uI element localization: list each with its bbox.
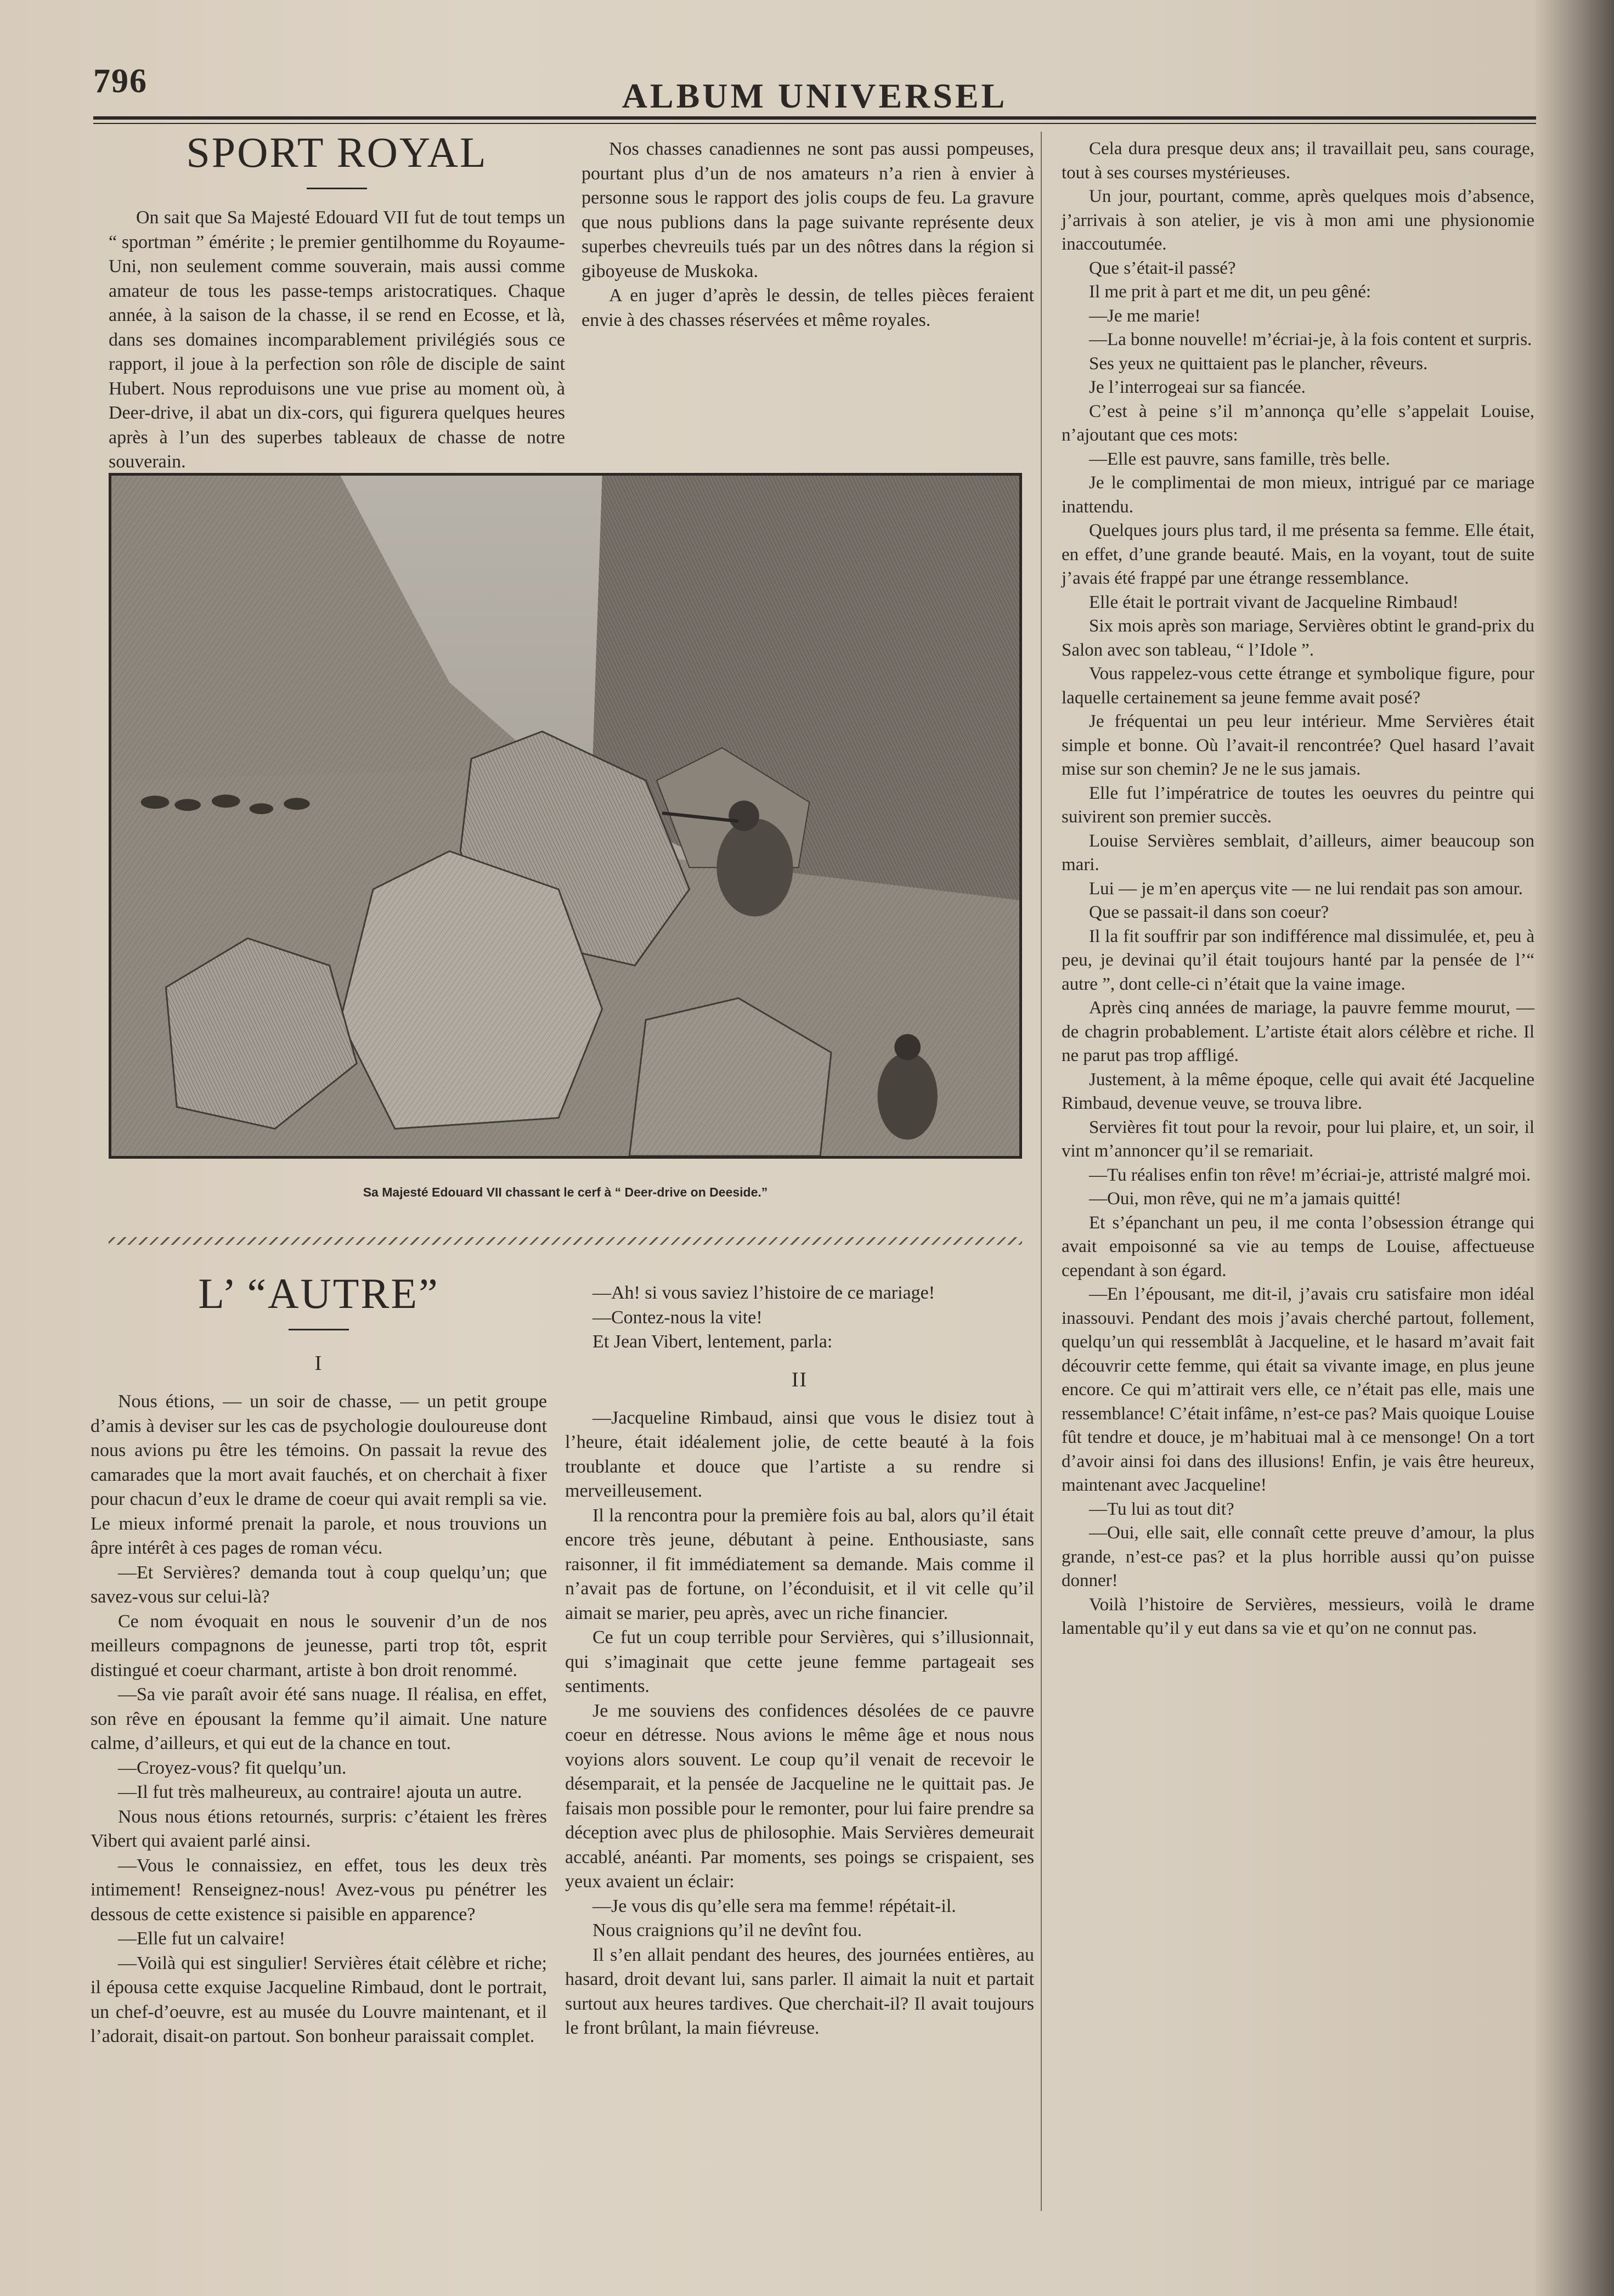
hunting-scene-illustration <box>111 476 1019 1156</box>
story-paragraph: Je le complimentai de mon mieux, intrigué par ce mariage inattendu. <box>1062 473 1534 517</box>
story-paragraph: —Voilà qui est singulier! Servières était célèbre et riche; il épousa cette exquise Jacqueline Rimbaud, dont le portrait, un chef-d’oeuvre, est au musée du Louvre maintenant, et il l’adorait, disait-on partout. Son bonheur paraissait complet. <box>91 1953 547 2046</box>
story-paragraph: Louise Servières semblait, d’ailleurs, aimer beaucoup son mari. <box>1062 831 1534 875</box>
story-paragraph: —Je me marie! <box>1089 306 1201 326</box>
autre-column-1 <box>91 1267 547 2216</box>
sport-royal-paragraph: On sait que Sa Majesté Edouard VII fut de tout temps un “ sportman ” émérite ; le premier gentilhomme du Royaume-Uni, non seulement comme souverain, mais aussi comme amateur de tous les passe-temps aristocratiques. Chaque année, à la saison de la chasse, il se rend en Ecosse, et là, dans ses domaines incomparablement privilégiés sous ce rapport, il joue à la perfection son rôle de disciple de saint Hubert. Nous reproduisons une vue prise au moment où, à Deer-drive, il abat un dix-cors, qui figurera quelques heures après à l’un des superbes tableaux de chasse de notre souverain. <box>109 207 565 472</box>
story-paragraph: Lui — je m’en aperçus vite — ne lui rendait pas son amour. <box>1089 878 1523 899</box>
story-paragraph: —Il fut très malheureux, au contraire! ajouta un autre. <box>118 1782 522 1802</box>
story-paragraph: Quelques jours plus tard, il me présenta sa femme. Elle était, en effet, d’une grande beauté. Mais, en la voyant, tout de suite j’avais été frappé par une étrange ressemblance. <box>1062 521 1534 588</box>
story-paragraph: Ce fut un coup terrible pour Servières, qui s’illusionnait, qui s’imaginait que cette jeune femme partageait ses sentiments. <box>565 1627 1034 1696</box>
story-paragraph: Et s’épanchant un peu, il me conta l’obsession étrange qui avait empoisonné sa vie au temps de Louise, affectueuse cependant à son égard. <box>1062 1212 1534 1280</box>
story-paragraph: —Elle est pauvre, sans famille, très belle. <box>1089 449 1390 469</box>
story-paragraph: Vous rappelez-vous cette étrange et symbolique figure, pour laquelle certainement sa jeune femme avait posé? <box>1062 664 1534 708</box>
chapter-number: II <box>791 1368 808 1391</box>
illustration-caption: Sa Majesté Edouard VII chassant le cerf à “ Deer-drive on Deeside.” <box>363 1185 768 1199</box>
story-paragraph: Un jour, pourtant, comme, après quelques mois d’absence, j’arrivais à son atelier, je vis à mon ami une physionomie inaccoutumée. <box>1062 187 1534 254</box>
sport-royal-paragraph: A en juger d’après le dessin, de telles pièces feraient envie à des chasses réservées et même royales. <box>582 285 1034 330</box>
story-paragraph: Après cinq années de mariage, la pauvre femme mourut, — de chagrin probablement. L’artiste était alors célèbre et riche. Il ne parut pas trop affligé. <box>1062 998 1534 1065</box>
title-rule <box>289 1329 349 1330</box>
story-paragraph: —Tu lui as tout dit? <box>1089 1499 1234 1519</box>
story-paragraph: —Croyez-vous? fit quelqu’un. <box>118 1757 347 1778</box>
story-paragraph: —Oui, elle sait, elle connaît cette preuve d’amour, la plus grande, n’est-ce pas? et la plus horrible aussi qu’on puisse donner! <box>1062 1523 1534 1590</box>
story-paragraph: —Jacqueline Rimbaud, ainsi que vous le disiez tout à l’heure, était idéalement jolie, de cette beauté à la fois troublante et douce que l’artiste a su rendre si merveilleusement. <box>565 1407 1034 1501</box>
story-paragraph: Ses yeux ne quittaient pas le plancher, rêveurs. <box>1089 353 1428 374</box>
story-paragraph: Servières fit tout pour la revoir, pour lui plaire, et, un soir, il vint m’annoncer qu’il se remariait. <box>1062 1117 1534 1161</box>
story-paragraph: Que s’était-il passé? <box>1089 258 1236 278</box>
page-number: 796 <box>93 63 148 100</box>
story-paragraph: Ce nom évoquait en nous le souvenir d’un de nos meilleurs compagnons de jeunesse, parti trop tôt, esprit distingué et coeur charmant, artiste à bon droit renommé. <box>91 1611 547 1680</box>
story-paragraph: Six mois après son mariage, Servières obtint le grand-prix du Salon avec son tableau, “ l’Idole ”. <box>1062 616 1534 660</box>
story-paragraph: Nous nous étions retournés, surpris: c’étaient les frères Vibert qui avaient parlé ainsi. <box>91 1806 547 1851</box>
section-divider <box>109 1237 1022 1245</box>
story-paragraph: —Elle fut un calvaire! <box>118 1928 285 1949</box>
story-paragraph: —La bonne nouvelle! m’écriai-je, à la fois content et surpris. <box>1089 330 1532 349</box>
story-paragraph: Il s’en allait pendant des heures, des journées entières, au hasard, droit devant lui, sans parler. Il aimait la nuit et partait surtout aux heures tardives. Que cherchait-il? Il avait toujours le front brûlant, la main fiévreuse. <box>565 1944 1034 2038</box>
story-paragraph: Voilà l’histoire de Servières, messieurs, voilà le drame lamentable qu’il y eut dans sa vie et qu’on ne connut pas. <box>1062 1594 1534 1638</box>
story-paragraph: —Oui, mon rêve, qui ne m’a jamais quitté! <box>1089 1189 1402 1209</box>
hunting-scene-engraving <box>109 473 1022 1159</box>
autre-column-3 <box>1062 137 1534 2205</box>
title-rule <box>307 188 367 189</box>
story-paragraph: Je l’interrogeai sur sa fiancée. <box>1089 377 1306 397</box>
sport-royal-column-2 <box>582 137 1034 436</box>
story-paragraph: Il la fit souffrir par son indifférence mal dissimulée, et, peu à peu, je devinai qu’il était toujours hanté par la pensée de l’“ autre ”, dont celle-ci n’était que la vaine image. <box>1062 926 1534 994</box>
autre-column-2 <box>565 1281 1034 2214</box>
header-rule-thin <box>93 123 1536 124</box>
sport-royal-title: SPORT ROYAL <box>186 128 488 176</box>
autre-title: L’ “AUTRE” <box>198 1270 439 1317</box>
story-paragraph: —Et Servières? demanda tout à coup quelqu’un; que savez-vous sur celui-là? <box>91 1562 547 1607</box>
story-paragraph: Il me prit à part et me dit, un peu gêné: <box>1089 282 1372 302</box>
story-paragraph: Elle était le portrait vivant de Jacqueline Rimbaud! <box>1089 592 1459 612</box>
story-paragraph: —Vous le connaissiez, en effet, tous les deux très intimement! Renseignez-nous! Avez-vous pu pénétrer les dessous de cette existence si paisible en apparence? <box>91 1855 547 1925</box>
story-paragraph: —Je vous dis qu’elle sera ma femme! répétait-il. <box>592 1896 956 1916</box>
story-paragraph: —Tu réalises enfin ton rêve! m’écriai-je, attristé malgré moi. <box>1089 1165 1531 1185</box>
page-header <box>93 59 1536 120</box>
story-paragraph: —Ah! si vous saviez l’histoire de ce mariage! <box>592 1283 935 1303</box>
story-paragraph: —Contez-nous la vite! <box>592 1307 763 1328</box>
story-paragraph: —En l’épousant, me dit-il, j’avais cru satisfaire mon idéal inassouvi. Pendant des mois j’avais cherché partout, follement, quelqu’un qui ressemblât à Jacqueline, et le hasard m’avait fait découvrir cette femme, qui était sa vivante image, en plus jeune encore. Ce qui m’attirait vers elle, ce n’était pas elle, mais une ressemblance! C’était infâme, n’est-ce pas? Mais quoique Louise fût tendre et douce, je m’habituai mal à ce mensonge! On a tort d’avoir ainsi foi dans des illusions! Enfin, je vais être heureux, maintenant avec Jacqueline! <box>1062 1284 1534 1495</box>
journal-title: ALBUM UNIVERSEL <box>622 76 1008 115</box>
story-paragraph: C’est à peine s’il m’annonça qu’elle s’appelait Louise, n’ajoutant que ces mots: <box>1062 401 1534 445</box>
story-paragraph: Cela dura presque deux ans; il travaillait peu, sans courage, tout à ses courses mystérieuses. <box>1062 139 1534 183</box>
story-paragraph: Nous étions, — un soir de chasse, — un petit groupe d’amis à deviser sur les cas de psychologie douloureuse dont nous avions pu être les témoins. On passait la revue des camarades que la mort avait fauchés, et on cherchait à fixer pour chacun d’eux le drame de coeur qui avait rempli sa vie. Le mieux informé prenait la parole, et nous trouvions un âpre intérêt à ces pages de roman vécu. <box>91 1391 547 1558</box>
story-paragraph: —Sa vie paraît avoir été sans nuage. Il réalisa, en effet, son rêve en épousant la femme qu’il aimait. Une nature calme, d’ailleurs, et qui eut de la chance en tout. <box>91 1684 547 1753</box>
header-rule-thick <box>93 116 1536 120</box>
story-paragraph: Justement, à la même époque, celle qui avait été Jacqueline Rimbaud, devenue veuve, se trouva libre. <box>1062 1069 1534 1113</box>
column-rule-1 <box>1041 132 1042 2211</box>
story-paragraph: Nous craignions qu’il ne devînt fou. <box>592 1920 862 1940</box>
sport-royal-column-1 <box>109 126 565 472</box>
story-paragraph: Il la rencontra pour la première fois au bal, alors qu’il était encore très jeune, débutant à peine. Enthousiaste, sans raisonner, il fit immédiatement sa demande. Mais comme il n’avait pas de fortune, on l’éconduisit, et il vit celle qu’il aimait se marier, peu après, avec un riche financier. <box>565 1505 1034 1623</box>
sport-royal-paragraph: Nos chasses canadiennes ne sont pas aussi pompeuses, pourtant plus d’un de nos amateurs n’a rien à envier à personne sous le rapport des jolis coups de feu. La gravure que nous publions dans la page suivante représente deux superbes chevreuils tués par un des nôtres dans la région si giboyeuse de Muskoka. <box>582 139 1034 281</box>
story-paragraph: Elle fut l’impératrice de toutes les oeuvres du peintre qui suivirent son premier succès. <box>1062 783 1534 827</box>
story-paragraph: Je fréquentai un peu leur intérieur. Mme Servières était simple et bonne. Où l’avait-il rencontrée? Quel hasard l’avait mise sur son chemin? Je ne le sus jamais. <box>1062 712 1534 779</box>
chapter-number: I <box>314 1352 323 1375</box>
story-paragraph: Et Jean Vibert, lentement, parla: <box>592 1332 833 1352</box>
story-paragraph: Que se passait-il dans son coeur? <box>1089 902 1329 922</box>
story-paragraph: Je me souviens des confidences désolées de ce pauvre coeur en détresse. Nous avions le même âge et nous nous voyions alors souvent. Le coup qu’il venait de recevoir le désemparait, et la pensée de Jacqueline ne le quittait pas. Je faisais mon possible pour le remonter, pour lui faire prendre sa déception avec plus de philosophie. Mais Servières demeurait accablé, anéanti. Par moments, ses poings se crispaient, ses yeux avaient un éclair: <box>565 1700 1034 1892</box>
